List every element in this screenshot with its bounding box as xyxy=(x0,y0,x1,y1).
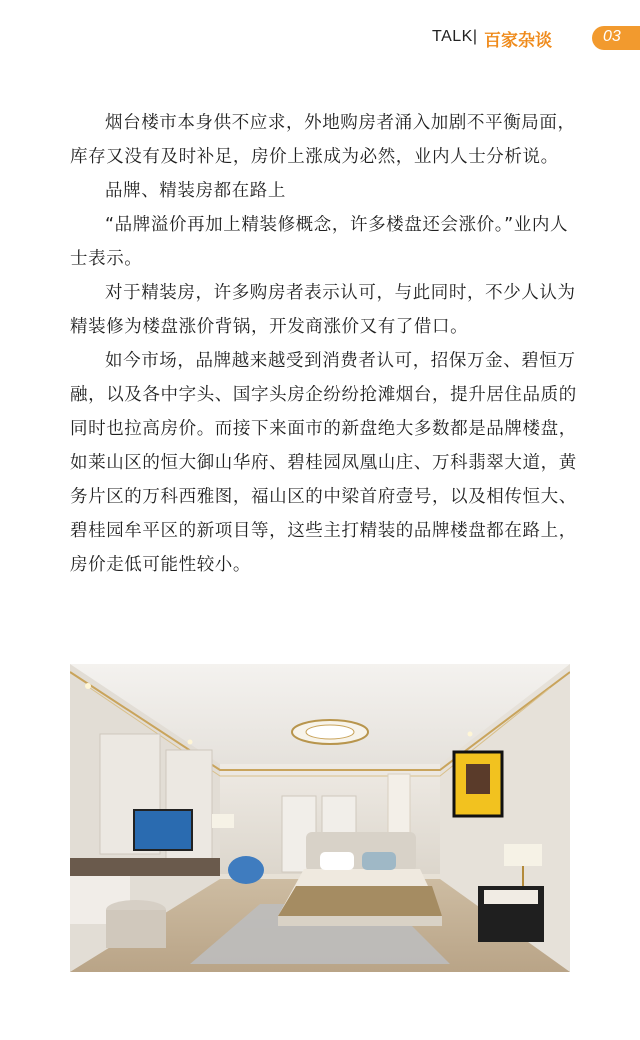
page-number-badge xyxy=(592,26,640,50)
article-body xyxy=(70,106,582,582)
paragraph: “品牌溢价再加上精装修概念，许多楼盘还会涨价。”业内人士表示。 xyxy=(70,215,569,269)
bedroom-interior-photo xyxy=(70,664,570,972)
paragraph: 如今市场，品牌越来越受到消费者认可，招保万金、碧恒万融，以及各中字头、国字头房企纷纷抢滩烟台，提升居住品质的同时也拉高房价。而接下来面市的新盘绝大多数都是品牌楼盘，如莱山区的恒大御山华府、碧桂园凤凰山庄、万科翡翠大道，黄务片区的万科西雅图，福山区的中梁首府壹号，以及相传恒大、碧桂园牟平区的新项目等，这些主打精装的品牌楼盘都在路上，房价走低可能性较小。 xyxy=(70,351,577,575)
paragraph: 烟台楼市本身供不应求，外地购房者涌入加剧不平衡局面，库存又没有及时补足，房价上涨成为必然，业内人士分析说。 xyxy=(70,113,576,167)
page-number: 03 xyxy=(603,28,621,45)
subheading: 品牌、精装房都在路上 xyxy=(105,181,286,201)
section-label: TALK| xyxy=(432,28,478,45)
page-header xyxy=(0,26,640,54)
section-category: 百家杂谈 xyxy=(484,31,552,51)
paragraph: 对于精装房，许多购房者表示认可，与此同时，不少人认为精装修为楼盘涨价背锅，开发商涨价又有了借口。 xyxy=(70,283,576,337)
